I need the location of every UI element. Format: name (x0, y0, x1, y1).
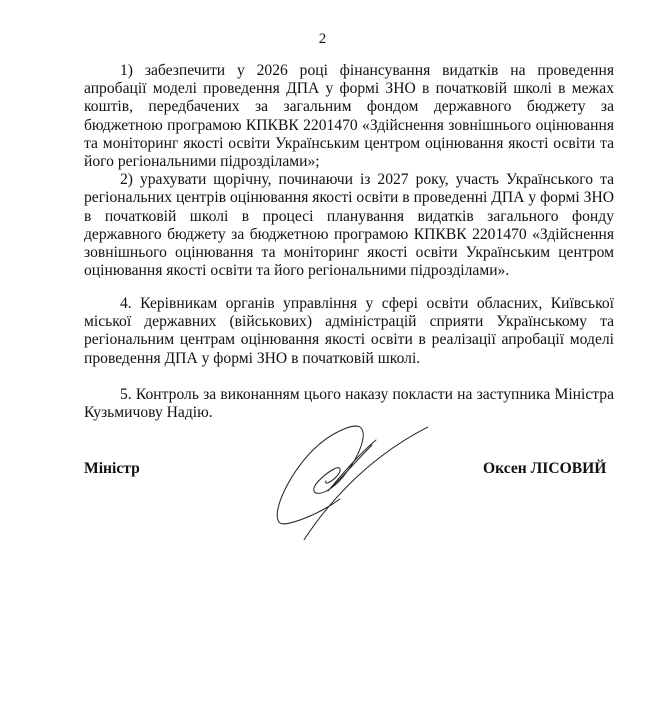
funding-instructions (84, 62, 614, 280)
signatory-name: Оксен ЛІСОВИЙ (483, 460, 607, 477)
page-number: 2 (318, 31, 327, 47)
paragraph-item-2: 2) урахувати щорічну, починаючи із 2027 року, участь Українського та регіональних центрів оцінювання якості освіти в проведенні ДПА у формі ЗНО в початковій школі в процесі планування видатків загального фонду державного бюджету за бюджетною програмою КПКВК 2201470 «Здійснення зовнішнього оцінювання та моніторинг якості освіти Українським центром оцінювання якості освіти та його регіональними підрозділами». (84, 171, 614, 280)
signature-stroke-long (302, 427, 428, 540)
signature-stroke-short (332, 445, 372, 487)
signature-outer-loop (277, 426, 363, 524)
section-4 (84, 295, 614, 368)
paragraph-item-1: 1) забезпечити у 2026 році фінансування видатків на проведення апробації моделі проведення ДПА у формі ЗНО в початковій школі в межах коштів, передбачених за загальним фондом державного бюджету за бюджетною програмою КПКВК 2201470 «Здійснення зовнішнього оцінювання та моніторинг якості освіти Українським центром оцінювання якості освіти та його регіональними підрозділами»; (84, 62, 614, 171)
paragraph-item-4: 4. Керівникам органів управління у сфері освіти обласних, Київської міської державних (військових) адміністрацій сприяти Українському та регіональним центрам оцінювання якості освіти в реалізації апробації моделі проведення ДПА у формі ЗНО в початковій школі. (84, 295, 614, 367)
signatory-title: Міністр (84, 460, 140, 477)
paragraph-item-5: 5. Контроль за виконанням цього наказу покласти на заступника Міністра Кузьмичову Надію. (84, 386, 614, 422)
handwritten-signature (268, 415, 428, 540)
